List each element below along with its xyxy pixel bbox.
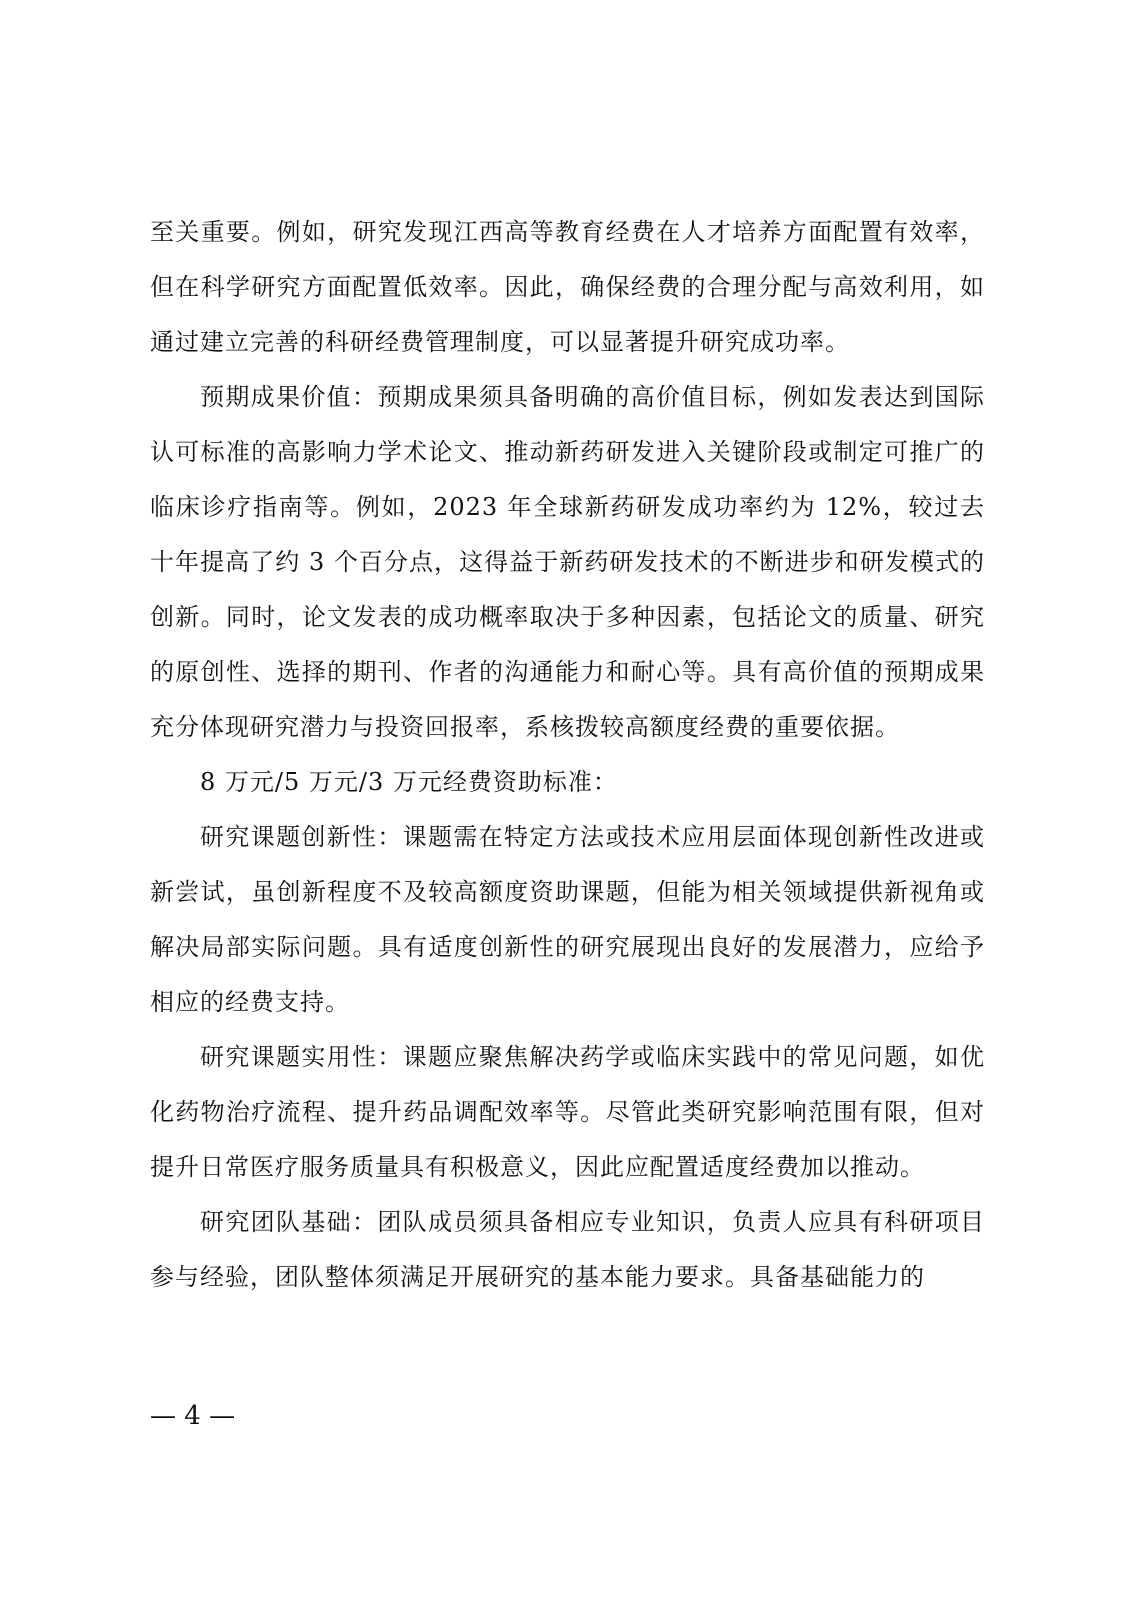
page-number: — 4 —: [150, 1401, 236, 1431]
paragraph-research-innovation: 研究课题创新性：课题需在特定方法或技术应用层面体现创新性改进或新尝试，虽创新程度不及较高额度资助课题，但能为相关领域提供新视角或解决局部实际问题。具有适度创新性的研究展现出良好的发展潜力，应给予相应的经费支持。: [150, 823, 985, 1016]
paragraph-funding-standard-heading: 8 万元/5 万元/3 万元经费资助标准：: [200, 768, 618, 796]
paragraph-research-practicality: 研究课题实用性：课题应聚焦解决药学或临床实践中的常见问题，如优化药物治疗流程、提升药品调配效率等。尽管此类研究影响范围有限，但对提升日常医疗服务质量具有积极意义，因此应配置适度经费加以推动。: [150, 1043, 985, 1181]
paragraph-continuation: 至关重要。例如，研究发现江西高等教育经费在人才培养方面配置有效率，但在科学研究方面配置低效率。因此，确保经费的合理分配与高效利用，如通过建立完善的科研经费管理制度，可以显著提升研究成功率。: [150, 218, 985, 356]
document-body: [150, 205, 985, 1305]
paragraph-team-foundation: 研究团队基础：团队成员须具备相应专业知识，负责人应具有科研项目参与经验，团队整体须满足开展研究的基本能力要求。具备基础能力的: [150, 1208, 985, 1291]
paragraph-expected-outcome-value: 预期成果价值：预期成果须具备明确的高价值目标，例如发表达到国际认可标准的高影响力学术论文、推动新药研发进入关键阶段或制定可推广的临床诊疗指南等。例如，2023 年全球新药研发成功率约为 12%，较过去十年提高了约 3 个百分点，这得益于新药研发技术的不断进步和研发模式的创新。同时，论文发表的成功概率取决于多种因素，包括论文的质量、研究的原创性、选择的期刊、作者的沟通能力和耐心等。具有高价值的预期成果充分体现研究潜力与投资回报率，系核拨较高额度经费的重要依据。: [150, 383, 985, 741]
